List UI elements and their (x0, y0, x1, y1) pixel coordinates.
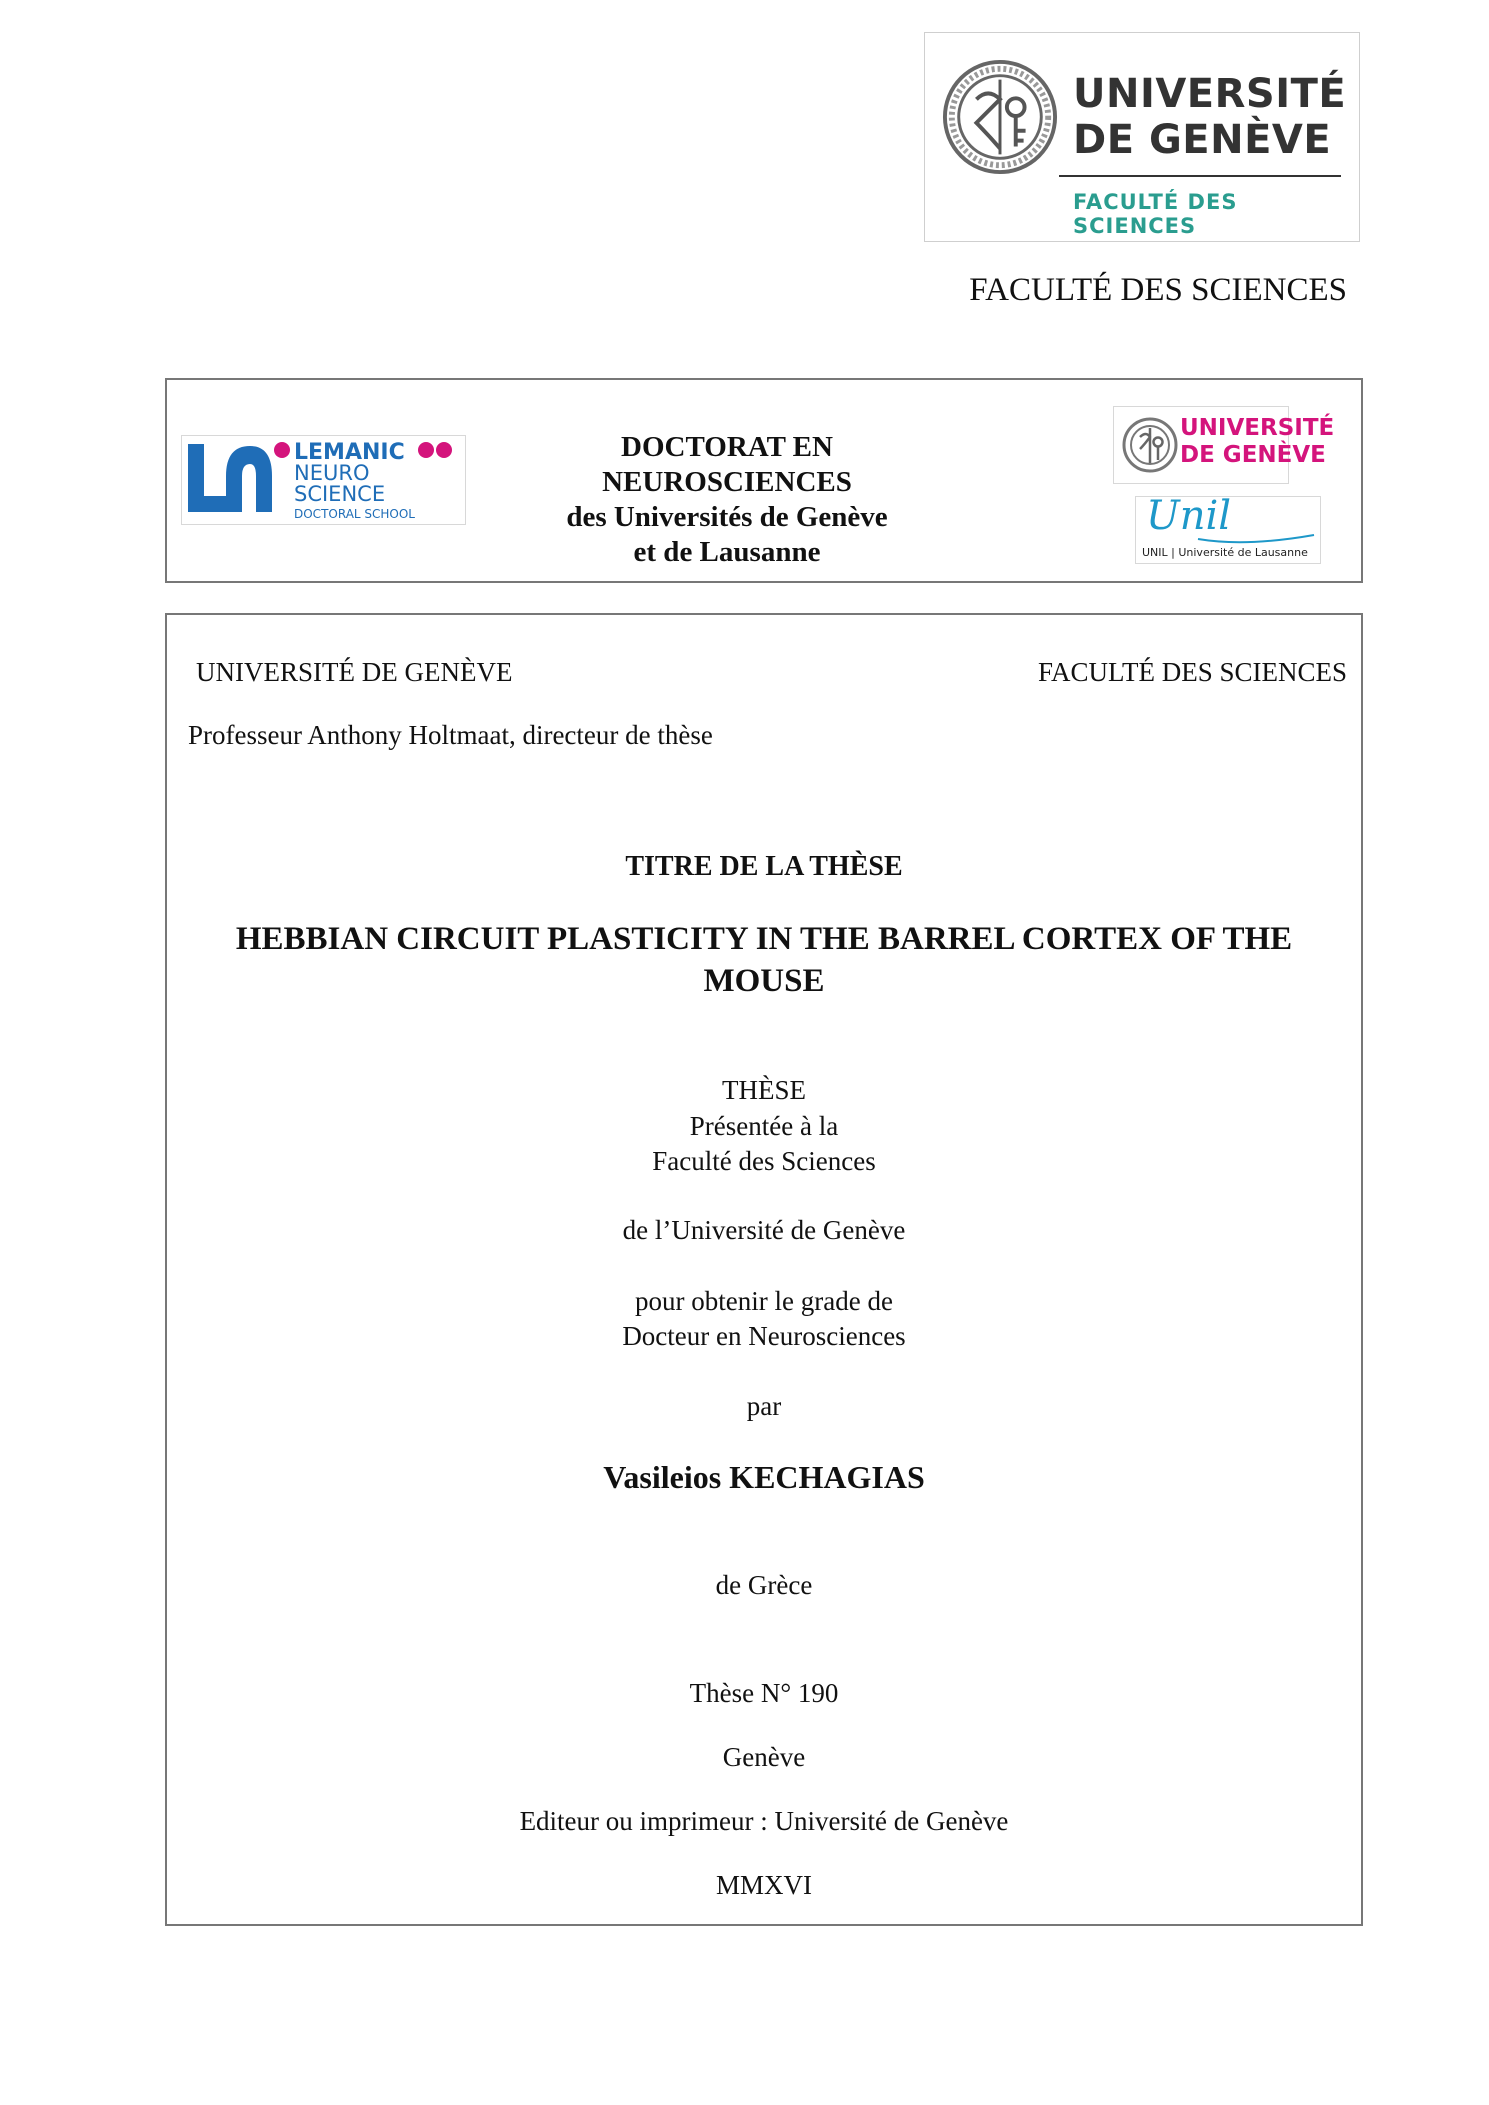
unige-logo (924, 32, 1360, 242)
faculty-name: FACULTÉ DES SCIENCES (1037, 657, 1347, 687)
logo-divider (1059, 175, 1341, 177)
by-label: par (746, 1391, 782, 1421)
university-of-geneva: de l’Université de Genève (622, 1215, 906, 1245)
lemanic-ln-icon (182, 436, 466, 525)
unige-small-line1: UNIVERSITÉ (1180, 415, 1335, 441)
thesis-title-line1: HEBBIAN CIRCUIT PLASTICITY IN THE BARREL CORTEX OF THE (235, 921, 1293, 957)
logo-faculty: FACULTÉ DES SCIENCES (1073, 190, 1238, 238)
university-name: UNIVERSITÉ DE GENÈVE (196, 657, 513, 687)
presented-to: Présentée à la (689, 1111, 839, 1141)
faculty-heading: FACULTÉ DES SCIENCES (969, 272, 1347, 308)
science-label: SCIENCE (294, 482, 386, 506)
thesis-title-box (165, 613, 1363, 1926)
doctoral-school-label: DOCTORAL SCHOOL (294, 507, 415, 521)
doctoral-program-box (165, 378, 1363, 583)
unil-swoosh-icon (1196, 527, 1316, 547)
thesis-title-label: TITRE DE LA THÈSE (625, 851, 903, 882)
faculty-of-sciences: Faculté des Sciences (652, 1146, 876, 1176)
doctoral-line2: des Universités de Genève (566, 501, 888, 533)
thesis-number: Thèse N° 190 (689, 1678, 839, 1708)
doctoral-line3: et de Lausanne (633, 536, 821, 568)
author-name: Vasileios KECHAGIAS (603, 1459, 925, 1495)
publisher: Editeur ou imprimeur : Université de Genève (519, 1806, 1009, 1836)
unil-script: Unil (1146, 493, 1232, 539)
lemanic-label: LEMANIC (294, 440, 405, 465)
thesis-supervisor: Professeur Anthony Holtmaat, directeur de thèse (188, 720, 713, 750)
unige-small-line2: DE GENÈVE (1180, 442, 1326, 468)
year: MMXVI (715, 1870, 812, 1900)
to-obtain: pour obtenir le grade de (635, 1286, 893, 1316)
logo-university-line2: DE GENÈVE (1073, 117, 1332, 163)
author-origin: de Grèce (715, 1570, 813, 1600)
doctoral-program-title (507, 430, 947, 570)
unige-small-logo (1113, 406, 1335, 484)
doctoral-line1: DOCTORAT EN NEUROSCIENCES (602, 431, 852, 498)
neuro-label: NEURO (294, 461, 370, 485)
logo-university-line1: UNIVERSITÉ (1073, 71, 1347, 117)
unige-small-seal-icon (1120, 415, 1180, 475)
city: Genève (722, 1742, 806, 1772)
thesis-label: THÈSE (722, 1075, 806, 1105)
lemanic-neuroscience-logo (181, 435, 466, 525)
thesis-title-line2: MOUSE (703, 963, 825, 999)
degree: Docteur en Neurosciences (622, 1321, 906, 1351)
unil-logo (1135, 493, 1321, 564)
unil-subtitle: UNIL | Université de Lausanne (1142, 546, 1308, 559)
unige-seal-icon (941, 58, 1059, 176)
